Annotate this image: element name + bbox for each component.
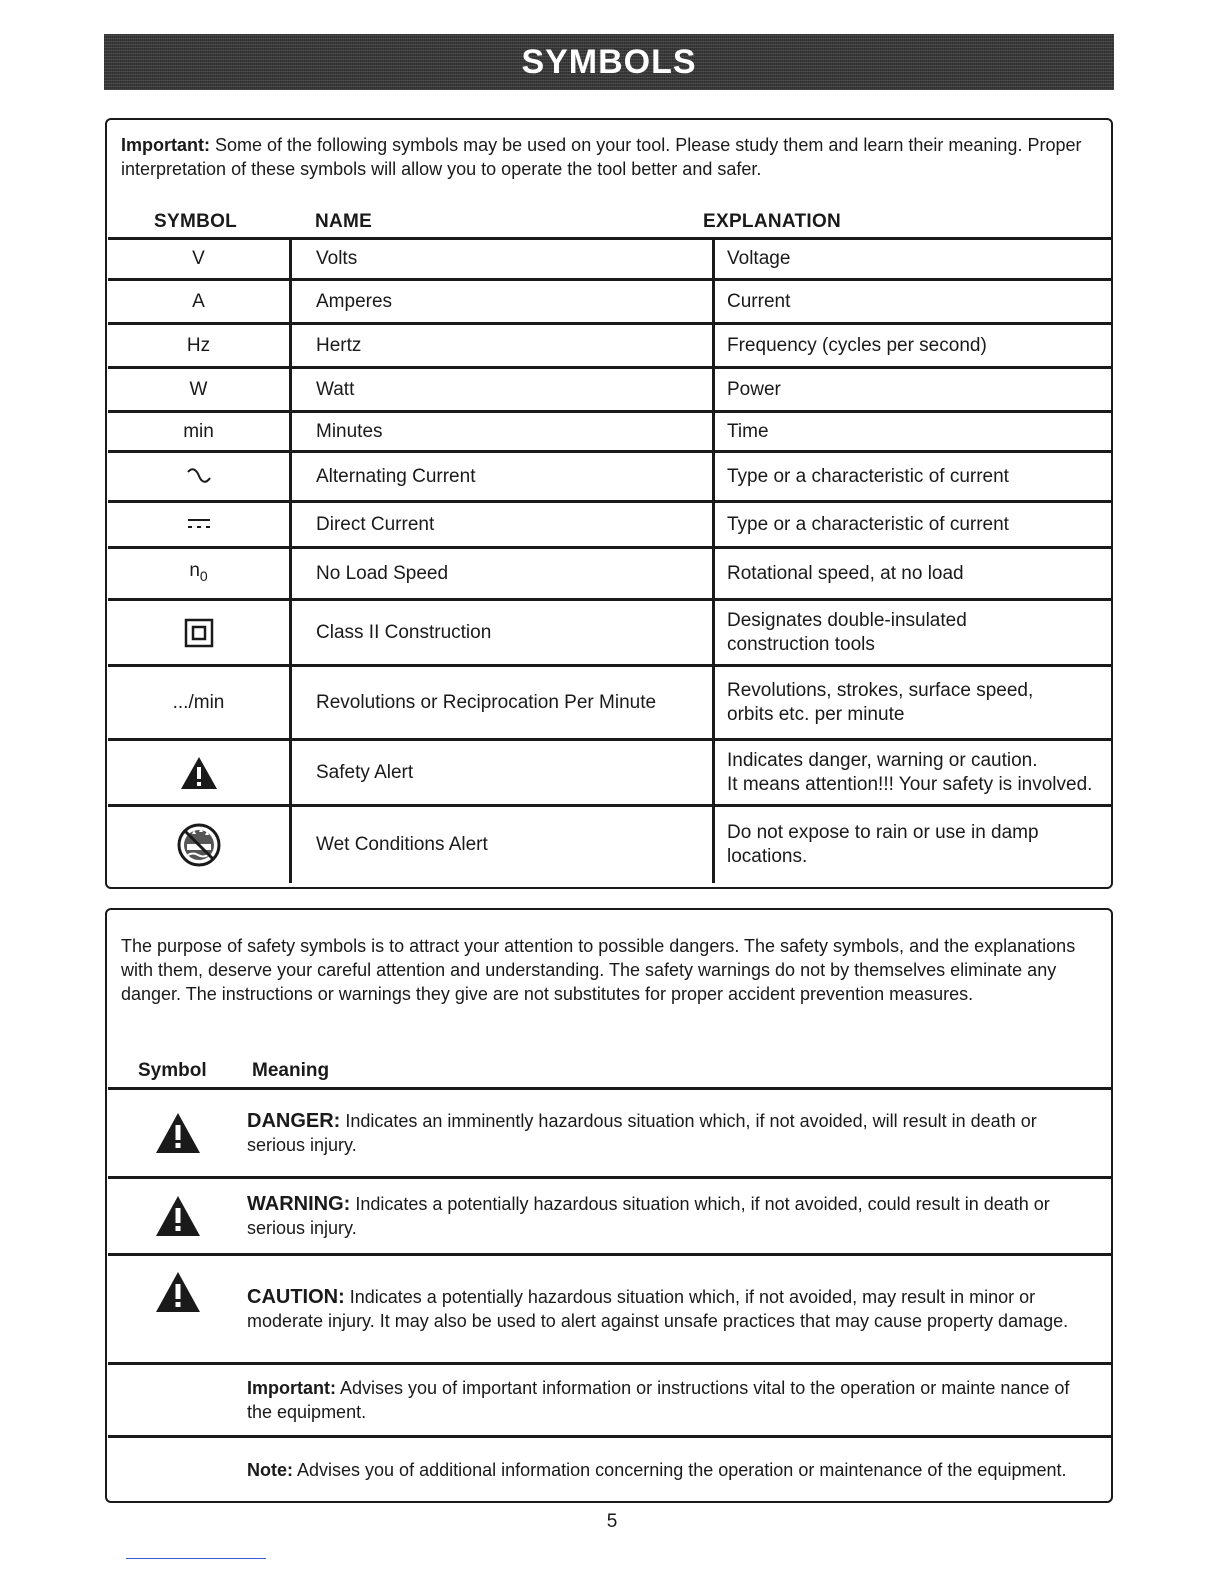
table-row — [108, 548, 1112, 600]
name-cell: Direct Current — [291, 502, 714, 548]
symbol-cell: .../min — [108, 666, 291, 740]
header-meaning: Meaning — [252, 1060, 330, 1081]
meaning-cell — [247, 1437, 1112, 1503]
name-cell: Minutes — [291, 412, 714, 452]
explanation-line: Do not expose to rain or use in damp — [727, 821, 1039, 843]
explanation-line: Indicates danger, warning or caution. — [727, 749, 1038, 771]
header-explanation: EXPLANATION — [703, 211, 842, 232]
keyword-danger: DANGER: — [247, 1110, 341, 1132]
table-row — [108, 1437, 1112, 1503]
icon-cell — [108, 1089, 247, 1178]
explanation-cell — [714, 806, 1113, 883]
name-cell: Watt — [291, 368, 714, 412]
name-cell: No Load Speed — [291, 548, 714, 600]
symbol-cell — [108, 740, 291, 806]
table-row — [108, 324, 1112, 368]
icon-cell — [108, 1178, 247, 1255]
symbol-cell — [108, 452, 291, 502]
table-row — [108, 1364, 1112, 1437]
table-row — [108, 452, 1112, 502]
intro-text: Some of the following symbols may be used on your tool. Please study them and learn their meaning. Proper interpretation of these symbols will allow you to operate the tool better and safer. — [121, 135, 1082, 179]
table-row — [108, 280, 1112, 324]
table-row — [108, 239, 1112, 280]
safety-alert-icon — [179, 755, 219, 791]
name-cell: Revolutions or Reciprocation Per Minute — [291, 666, 714, 740]
direct-current-icon — [186, 517, 212, 531]
explanation-cell — [714, 666, 1113, 740]
meaning-cell — [247, 1089, 1112, 1178]
name-cell: Safety Alert — [291, 740, 714, 806]
meaning-cell — [247, 1255, 1112, 1364]
explanation-cell: Power — [714, 368, 1113, 412]
no-load-speed-symbol: n — [189, 560, 200, 582]
page-title-banner — [104, 34, 1114, 90]
explanation-line: It means attention!!! Your safety is involved. — [727, 773, 1093, 795]
alternating-current-icon — [186, 468, 212, 484]
keyword-caution: CAUTION: — [247, 1286, 345, 1308]
wet-conditions-alert-icon — [176, 822, 222, 868]
caution-alert-icon — [154, 1270, 202, 1314]
table-row — [108, 502, 1112, 548]
symbol-cell — [108, 502, 291, 548]
explanation-cell: Type or a characteristic of current — [714, 452, 1113, 502]
meaning-text: Indicates a potentially hazardous situation which, if not avoided, could result in death or serious injury. — [247, 1194, 1050, 1238]
name-cell: Class II Construction — [291, 600, 714, 666]
explanation-line: Revolutions, strokes, surface speed, — [727, 679, 1034, 701]
name-cell: Alternating Current — [291, 452, 714, 502]
footer-divider — [126, 1558, 266, 1559]
explanation-line: locations. — [727, 845, 808, 867]
danger-alert-icon — [154, 1111, 202, 1155]
explanation-line: construction tools — [727, 633, 875, 655]
symbol-cell: min — [108, 412, 291, 452]
keyword-note: Note: — [247, 1460, 293, 1481]
keyword-important: Important: — [247, 1378, 336, 1398]
icon-cell — [108, 1364, 247, 1437]
meaning-text: Advises you of important information or instructions vital to the operation or mainte nance of the equipment. — [247, 1378, 1070, 1422]
table-row — [108, 1089, 1112, 1178]
table-row — [108, 600, 1112, 666]
name-cell: Volts — [291, 239, 714, 280]
page-title: SYMBOLS — [521, 42, 697, 81]
meaning-table — [108, 1087, 1112, 1503]
icon-cell — [108, 1437, 247, 1503]
warning-alert-icon — [154, 1194, 202, 1238]
table-row — [108, 1178, 1112, 1255]
class-ii-construction-icon — [184, 618, 214, 648]
icon-cell — [108, 1255, 247, 1364]
symbol-cell: A — [108, 280, 291, 324]
table-row — [108, 368, 1112, 412]
meaning-text: Advises you of additional information concerning the operation or maintenance of the equipment. — [293, 1460, 1067, 1481]
symbol-cell — [108, 548, 291, 600]
explanation-cell: Voltage — [714, 239, 1113, 280]
explanation-cell: Rotational speed, at no load — [714, 548, 1113, 600]
meaning-text: Indicates a potentially hazardous situation which, if not avoided, may result in minor or moderate injury. It may also be used to alert against unsafe practices that may cause property damage. — [247, 1287, 1069, 1331]
table-row — [108, 806, 1112, 883]
meaning-text: Indicates an imminently hazardous situation which, if not avoided, will result in death or serious injury. — [247, 1111, 1037, 1155]
explanation-cell: Current — [714, 280, 1113, 324]
page-number: 5 — [606, 1511, 618, 1532]
name-cell: Wet Conditions Alert — [291, 806, 714, 883]
keyword-warning: WARNING: — [247, 1193, 351, 1215]
symbols-table — [108, 237, 1112, 883]
symbols-section — [105, 118, 1113, 889]
no-load-speed-subscript: 0 — [199, 567, 208, 584]
header-name: NAME — [315, 211, 373, 232]
table-row — [108, 666, 1112, 740]
explanation-line: orbits etc. per minute — [727, 703, 905, 725]
table-row — [108, 412, 1112, 452]
name-cell: Amperes — [291, 280, 714, 324]
symbol-cell: V — [108, 239, 291, 280]
safety-symbols-section — [105, 908, 1113, 1503]
header-symbol: Symbol — [138, 1060, 207, 1081]
explanation-cell — [714, 600, 1113, 666]
name-cell: Hertz — [291, 324, 714, 368]
explanation-line: Designates double-insulated — [727, 609, 967, 631]
explanation-cell: Time — [714, 412, 1113, 452]
table-row — [108, 740, 1112, 806]
purpose-paragraph: The purpose of safety symbols is to attract your attention to possible dangers. The safety symbols, and the explanations with them, deserve your careful attention and understanding. The safety warnings do not by themselves eliminate any danger. The instructions or warnings they give are not substitutes for proper accident prevention measures. — [121, 936, 1076, 1004]
meaning-cell — [247, 1178, 1112, 1255]
intro-label: Important: — [121, 135, 210, 155]
header-symbol: SYMBOL — [154, 211, 238, 232]
explanation-cell — [714, 740, 1113, 806]
symbol-cell: Hz — [108, 324, 291, 368]
symbol-cell: W — [108, 368, 291, 412]
explanation-cell: Type or a characteristic of current — [714, 502, 1113, 548]
symbol-cell — [108, 600, 291, 666]
table-row — [108, 1255, 1112, 1364]
explanation-cell: Frequency (cycles per second) — [714, 324, 1113, 368]
intro-paragraph — [121, 133, 1101, 181]
symbol-cell — [108, 806, 291, 883]
meaning-cell — [247, 1364, 1112, 1437]
